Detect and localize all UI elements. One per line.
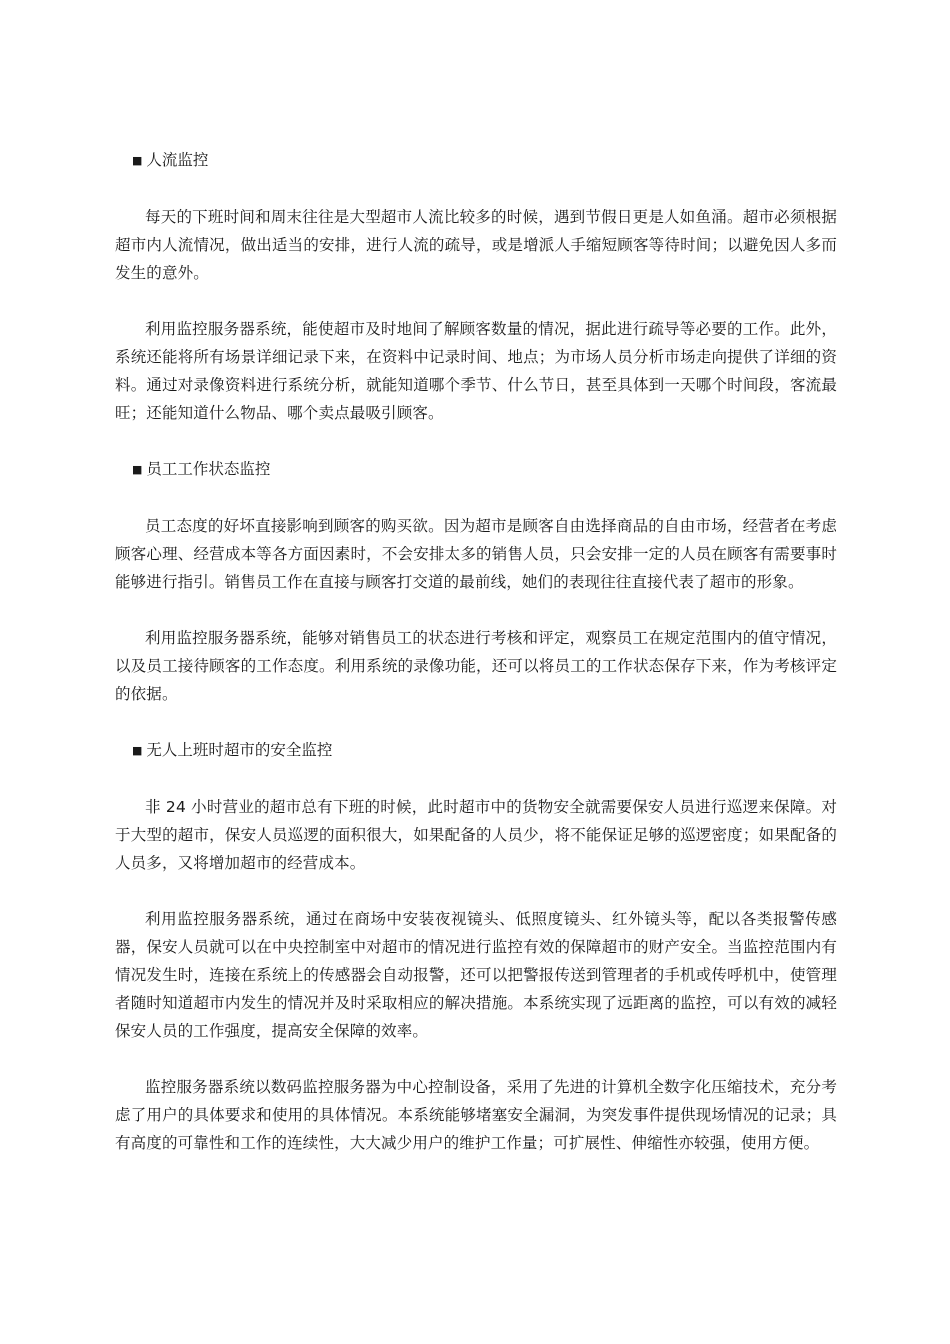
paragraph: 每天的下班时间和周末往往是大型超市人流比较多的时候，遇到节假日更是人如鱼涌。超市必须根据超市内人流情况，做出适当的安排，进行人流的疏导，或是增派人手缩短顾客等待时间；以避免因人多而发生的意外。 xyxy=(115,208,837,282)
paragraph: 利用监控服务器系统，能使超市及时地间了解顾客数量的情况，据此进行疏导等必要的工作。此外，系统还能将所有场景详细记录下来，在资料中记录时间、地点；为市场人员分析市场走向提供了详细的资料。通过对录像资料进行系统分析，就能知道哪个季节、什么节日，甚至具体到一天哪个时间段，客流最旺；还能知道什么物品、哪个卖点最吸引顾客。 xyxy=(115,320,837,422)
heading-text: 无人上班时超市的安全监控 xyxy=(146,741,333,759)
square-bullet-icon: ■ xyxy=(132,744,143,757)
paragraph: 员工态度的好坏直接影响到顾客的购买欲。因为超市是顾客自由选择商品的自由市场，经营者在考虑顾客心理、经营成本等各方面因素时，不会安排太多的销售人员，只会安排一定的人员在顾客有需要事时能够进行指引。销售员工作在直接与顾客打交道的最前线，她们的表现往往直接代表了超市的形象。 xyxy=(115,517,837,591)
paragraph: 监控服务器系统以数码监控服务器为中心控制设备，采用了先进的计算机全数字化压缩技术，充分考虑了用户的具体要求和使用的具体情况。本系统能够堵塞安全漏洞，为突发事件提供现场情况的记录；具有高度的可靠性和工作的连续性，大大减少用户的维护工作量；可扩展性、伸缩性亦较强，使用方便。 xyxy=(115,1078,837,1152)
square-bullet-icon: ■ xyxy=(132,154,143,167)
square-bullet-icon: ■ xyxy=(132,463,143,476)
paragraph: 利用监控服务器系统，通过在商场中安装夜视镜头、低照度镜头、红外镜头等，配以各类报警传感器，保安人员就可以在中央控制室中对超市的情况进行监控有效的保障超市的财产安全。当监控范围内有情况发生时，连接在系统上的传感器会自动报警，还可以把警报传送到管理者的手机或传呼机中，使管理者随时知道超市内发生的情况并及时采取相应的解决措施。本系统实现了远距离的监控，可以有效的减轻保安人员的工作强度，提高安全保障的效率。 xyxy=(115,910,837,1040)
heading-text: 人流监控 xyxy=(146,151,209,169)
section-heading xyxy=(115,455,837,484)
document-page xyxy=(115,146,837,1157)
paragraph: 利用监控服务器系统，能够对销售员工的状态进行考核和评定，观察员工在规定范围内的值守情况，以及员工接待顾客的工作态度。利用系统的录像功能，还可以将员工的工作状态保存下来，作为考核评定的依据。 xyxy=(115,629,837,703)
heading-text: 员工工作状态监控 xyxy=(146,460,271,478)
section-heading xyxy=(115,736,837,765)
paragraph: 非 24 小时营业的超市总有下班的时候，此时超市中的货物安全就需要保安人员进行巡逻来保障。对于大型的超市，保安人员巡逻的面积很大，如果配备的人员少，将不能保证足够的巡逻密度；如果配备的人员多，又将增加超市的经营成本。 xyxy=(115,798,837,872)
section-heading xyxy=(115,146,837,175)
